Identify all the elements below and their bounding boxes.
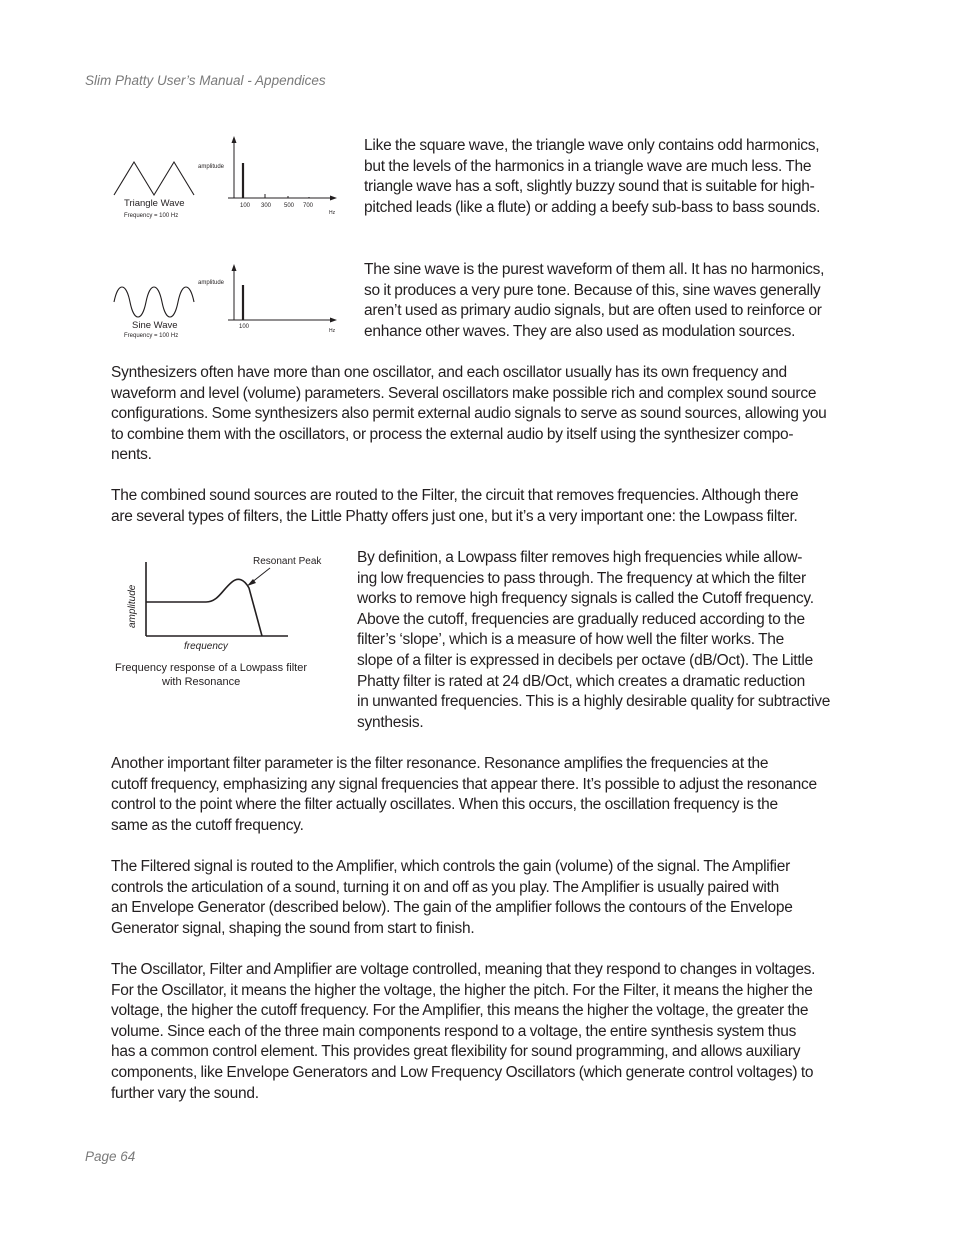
triangle-waveform	[114, 162, 194, 195]
lowpass-paragraph: By definition, a Lowpass filter removes high frequencies while allow- ing low frequencies to pass through. The frequency at which the filter works to remove high frequency signals is called the Cutoff frequency. Above the cutoff, frequencies are gradually reduced according to the filter’s ‘slope’, which is a measure of how well the filter works. The slope of a filter is expressed in decibels per octave (dB/Oct). The Little Phatty filter is rated at 24 dB/Oct, which creates a dramatic reduction in unwanted frequencies. This is a highly desirable quality for subtractive synthesis.	[357, 549, 831, 731]
combined-sources-paragraph: The combined sound sources are routed to the Filter, the circuit that removes frequencies. Although there are several types of filters, the Little Phatty offers just one, but it’s a very important one: the Lowpass filter.	[111, 487, 799, 525]
running-header: Slim Phatty User’s Manual - Appendices	[85, 73, 326, 88]
tick-700: 700	[303, 203, 314, 209]
tick-500: 500	[284, 203, 295, 209]
page-number: Page 64	[85, 1149, 136, 1164]
frequency-axis-label: frequency	[184, 641, 228, 652]
tick-100: 100	[239, 324, 250, 330]
tick-100: 100	[240, 203, 251, 209]
triangle-wave-frequency: Frequency = 100 Hz	[124, 213, 179, 219]
y-axis-arrow	[232, 136, 237, 143]
sine-wave-name: Sine Wave	[132, 320, 178, 331]
unit-label: Hz	[329, 210, 336, 216]
caption-line1: Frequency response of a Lowpass filter	[115, 662, 307, 674]
resonance-paragraph: Another important filter parameter is the filter resonance. Resonance amplifies the frequencies at the cutoff frequency, emphasizing any signal frequencies that appear there. It’s possible to adjust the resonance control to the point where the filter actually oscillates. When this occurs, the oscillation frequency is the same as the cutoff frequency.	[111, 755, 817, 834]
synthesizers-paragraph: Synthesizers often have more than one oscillator, and each oscillator usually has its own frequency and waveform and level (volume) parameters. Several oscillators make possible rich and complex sound source configurations. Some synthesizers also permit external audio signals to serve as sound sources, allowing you to combine them with the oscillators, or process the external audio by itself using the synthesizer compo- nents.	[111, 364, 827, 464]
x-axis-arrow	[330, 196, 337, 201]
sine-wave-figure	[110, 260, 342, 344]
amplitude-label: amplitude	[198, 164, 225, 170]
lowpass-response-figure	[110, 548, 336, 692]
tick-300: 300	[261, 203, 272, 209]
amplifier-paragraph: The Filtered signal is routed to the Amplifier, which controls the gain (volume) of the signal. The Amplifier controls the articulation of a sound, turning it on and off as you play. The Amplifier is usually paired with an Envelope Generator (described below). The gain of the amplifier follows the contours of the Envelope Generator signal, shaping the sound from start to finish.	[111, 858, 793, 937]
y-axis-arrow	[232, 264, 237, 271]
caption-line2: with Resonance	[162, 676, 241, 688]
triangle-paragraph: Like the square wave, the triangle wave only contains odd harmonics, but the levels of the harmonics in a triangle wave are much less. The triangle wave has a soft, slightly buzzy sound that is suitable for high- pitched leads (like a flute) or adding a beefy sub-bass to bass sounds.	[364, 137, 821, 216]
triangle-wave-figure	[110, 132, 342, 224]
sine-waveform	[114, 287, 194, 317]
resonant-peak-label: Resonant Peak	[253, 556, 322, 567]
triangle-wave-name: Triangle Wave	[124, 198, 185, 209]
amplitude-axis-label: amplitude	[127, 584, 138, 628]
response-curve	[146, 579, 262, 636]
sine-wave-frequency: Frequency = 100 Hz	[124, 333, 179, 339]
amplitude-label: amplitude	[198, 280, 225, 286]
unit-label: Hz	[329, 328, 336, 334]
x-axis-arrow	[330, 318, 337, 323]
voltage-control-paragraph: The Oscillator, Filter and Amplifier are voltage controlled, meaning that they respond to changes in voltages. For the Oscillator, it means the higher the voltage, the higher the pitch. For the Filter, it means the higher the voltage, the higher the cutoff frequency. For the Amplifier, this means the higher the voltage, the greater the volume. Since each of the three main components respond to a voltage, the entire synthesis system thus has a common control element. This provides great flexibility for sound programming, and allows auxiliary components, like Envelope Generators and Low Frequency Oscillators (which generate control voltages) to further vary the sound.	[111, 961, 816, 1102]
sine-paragraph: The sine wave is the purest waveform of them all. It has no harmonics, so it produces a very pure tone. Because of this, sine waves generally aren’t used as primary audio signals, but are often used to reinforce or enhance other waves. They are also used as modulation sources.	[364, 261, 825, 340]
